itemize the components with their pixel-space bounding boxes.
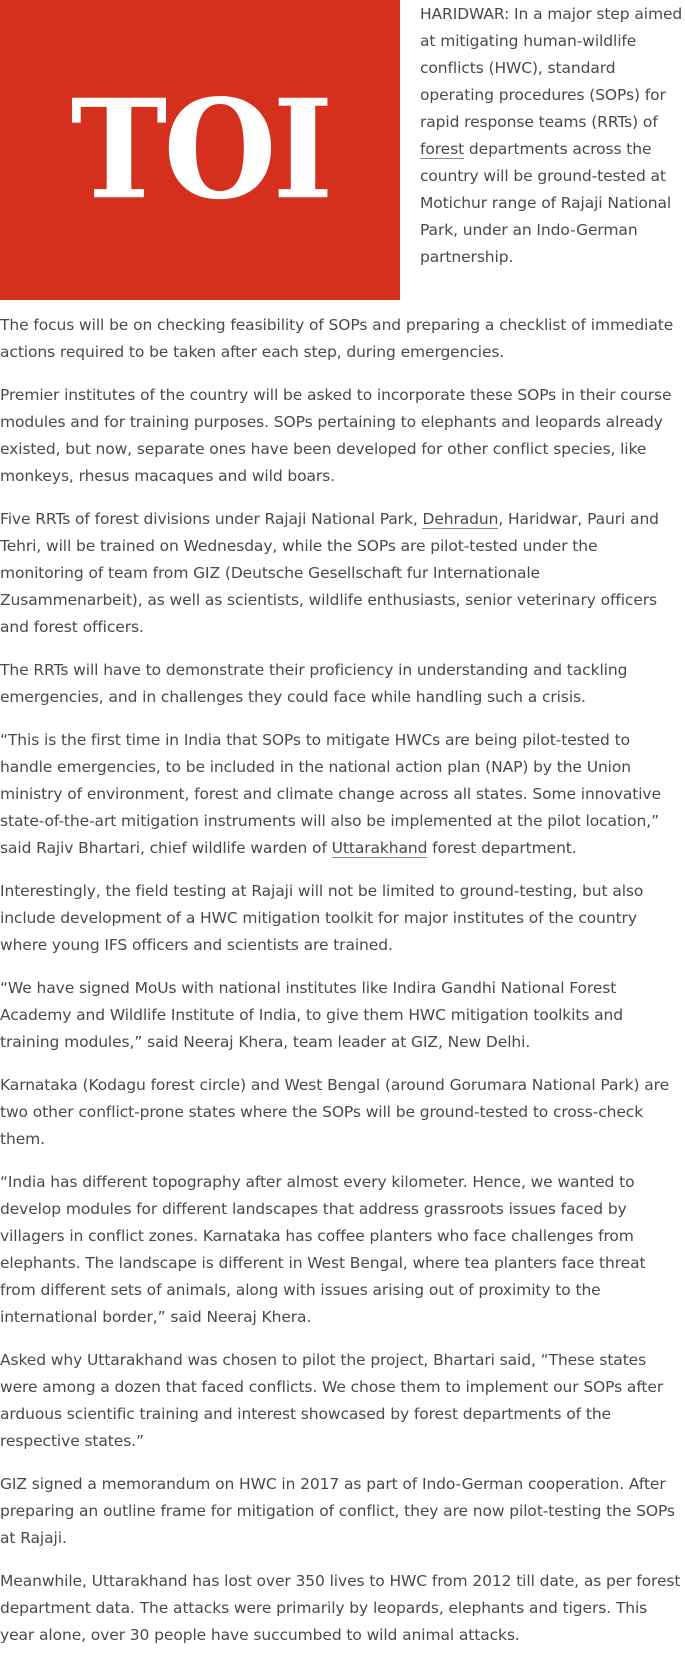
toi-logo (0, 0, 400, 300)
forest-link[interactable]: forest (420, 140, 465, 158)
paragraph-lives-lost: Meanwhile, Uttarakhand has lost over 350 lives to HWC from 2012 till date, as per forest department data. The attacks were primarily by leopards, elephants and tigers. This year alone, over 30 people have succumbed to wild animal attacks. (0, 1572, 681, 1644)
lead-text-after-link: departments across the country will be ground-tested at Motichur range of Rajaji National Park, under an Indo-German partnership. (420, 140, 672, 266)
toi-logo-text: TOI (70, 69, 330, 230)
paragraph-rrts-demonstrate: The RRTs will have to demonstrate their proficiency in understanding and tackling emergencies, and in challenges they could face while handling such a crisis. (0, 661, 628, 706)
paragraph-focus: The focus will be on checking feasibility of SOPs and preparing a checklist of immediate actions required to be taken after each step, during emergencies. (0, 316, 674, 361)
paragraph-field-testing: Interestingly, the field testing at Rajaji will not be limited to ground-testing, but also include development of a HWC mitigation toolkit for major institutes of the country where young IFS officers and scientists are trained. (0, 882, 644, 954)
p5-text-before-link: “This is the first time in India that SOPs to mitigate HWCs are being pilot-tested to handle emergencies, to be included in the national action plan (NAP) by the Union ministry of environment, forest and climate change across all states. Some innovative state-of-the-art mitigation instruments will also be implemented at the pilot location,” said Rajiv Bhartari, chief wildlife warden of (0, 731, 661, 857)
paragraph-premier-institutes: Premier institutes of the country will be asked to incorporate these SOPs in their course modules and for training purposes. SOPs pertaining to elephants and leopards already existed, but now, separate ones have been developed for other conflict species, like monkeys, rhesus macaques and wild boars. (0, 386, 672, 485)
paragraph-giz-memorandum: GIZ signed a memorandum on HWC in 2017 as part of Indo-German cooperation. After preparing an outline frame for mitigation of conflict, they are now pilot-testing the SOPs at Rajaji. (0, 1475, 675, 1547)
paragraph-topography-quote: “India has different topography after almost every kilometer. Hence, we wanted to develop modules for different landscapes that address grassroots issues faced by villagers in conflict zones. Karnataka has coffee planters who face challenges from elephants. The landscape is different in West Bengal, where tea planters face threat from different sets of animals, along with issues arising out of proximity to the international border,” said Neeraj Khera. (0, 1173, 646, 1326)
p3-text-after-link: , Haridwar, Pauri and Tehri, will be trained on Wednesday, while the SOPs are pilot-tested under the monitoring of team from GIZ (Deutsche Gesellschaft fur Internationale Zusammenarbeit), as well as scientists, wildlife enthusiasts, senior veterinary officers and forest officers. (0, 510, 659, 636)
paragraph-karnataka-west-bengal: Karnataka (Kodagu forest circle) and West Bengal (around Gorumara National Park) are two other conflict-prone states where the SOPs will be ground-tested to cross-check them. (0, 1076, 670, 1148)
paragraph-mous: “We have signed MoUs with national institutes like Indira Gandhi National Forest Academy and Wildlife Institute of India, to give them HWC mitigation toolkits and training modules,” said Neeraj Khera, team leader at GIZ, New Delhi. (0, 979, 624, 1051)
dehradun-link[interactable]: Dehradun (422, 510, 499, 528)
lead-text-before-link: HARIDWAR: In a major step aimed at mitigating human-wildlife conflicts (HWC), standard operating procedures (SOPs) for rapid response teams (RRTs) of (420, 5, 683, 131)
paragraph-five-rrts (0, 506, 685, 641)
paragraph-bhartari-quote (0, 727, 685, 862)
uttarakhand-link[interactable]: Uttarakhand (331, 839, 428, 857)
p5-text-after-link: forest department. (427, 839, 577, 857)
paragraph-why-uttarakhand: Asked why Uttarakhand was chosen to pilot the project, Bhartari said, “These states were among a dozen that faced conflicts. We chose them to implement our SOPs after arduous scientific training and interest showcased by forest departments of the respective states.” (0, 1351, 664, 1450)
p3-text-before-link: Five RRTs of forest divisions under Rajaji National Park, (0, 510, 423, 528)
